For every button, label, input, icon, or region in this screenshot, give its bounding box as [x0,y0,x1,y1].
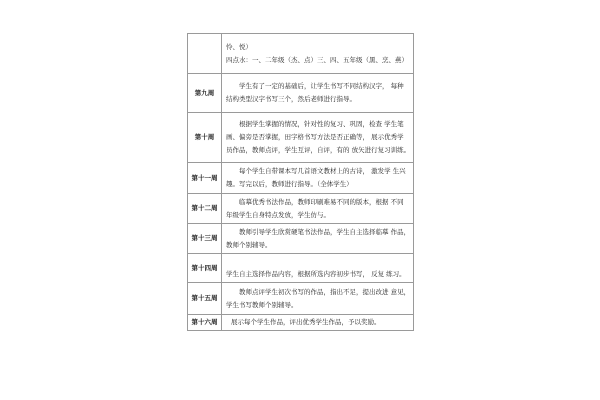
content-line: 趣。写完以后，教师进行指导。（全体学生） [226,180,353,188]
content-line: 画、偏旁是否掌握，田字格书写方法是否正确等， 展示优秀学 [226,133,404,141]
content-line: 四点水：一、二年级（杰、点）三、四、五年级（黑、烹、燕） [226,55,408,64]
table-row [188,315,414,331]
table-row [188,224,414,254]
week-cell: 第十二周 [188,194,222,224]
content-line: 员作品，教师点评，学生互评，自评，有的 放矢进行复习训练。 [226,146,411,154]
content-cell [222,34,414,74]
content-cell [222,74,414,113]
table-row [188,254,414,283]
week-cell: 第十一周 [188,163,222,194]
content-line: 怜、悦） [226,42,252,51]
content-cell [222,224,414,254]
content-line: 临摹优秀书法作品，教师印刷难易不同的版本，根据 不同 [239,197,404,206]
week-cell: 第九周 [188,74,222,113]
content-line: 结构类型汉字书写三个，然后老师进行指导。 [226,95,356,103]
content-line: 展示每个学生作品，评出优秀学生作品，予以奖励。 [231,318,381,326]
content-line: 教师个别辅导。 [226,240,272,249]
table-row [188,74,414,113]
content-cell [222,194,414,224]
content-line: 根据学生掌握的情况，针对性的复习、巩固，检查 学生笔 [239,120,404,128]
week-cell: 第十周 [188,113,222,163]
week-cell: 第十五周 [188,283,222,315]
table-row [188,163,414,194]
content-line: 学生自主选择作品内容，根据所选内容初步书写， 反复 练习。 [226,270,406,278]
content-line: 年级学生自身特点发放，学生仿与。 [226,210,330,219]
table-row [188,113,414,163]
table-row [188,194,414,224]
table-row [188,34,414,74]
content-line: 每个学生自带课本写几首语文教材上的古诗， 激发学 生兴 [239,167,406,175]
content-cell [222,315,414,331]
content-line: 教师点评学生初次书写的作品，指出不足，提出改进 意见， [239,287,411,296]
content-cell [222,254,414,283]
week-cell: 第十四周 [188,254,222,283]
table-row [188,283,414,315]
content-cell [222,163,414,194]
week-cell [188,34,222,74]
week-cell: 第十六周 [188,315,222,331]
content-line: 学生书写教师个别辅导。 [226,300,298,309]
week-cell: 第十三周 [188,224,222,254]
content-line [226,255,411,268]
writing-schedule-table [187,33,414,331]
content-line: 教师引导学生欣赏硬笔书法作品，学生自主选择临摹 作品， [239,227,411,236]
content-cell [222,283,414,315]
content-cell [222,113,414,163]
content-line: 学生有了一定的基础后，让学生书写不同结构汉字， 每种 [239,82,404,90]
